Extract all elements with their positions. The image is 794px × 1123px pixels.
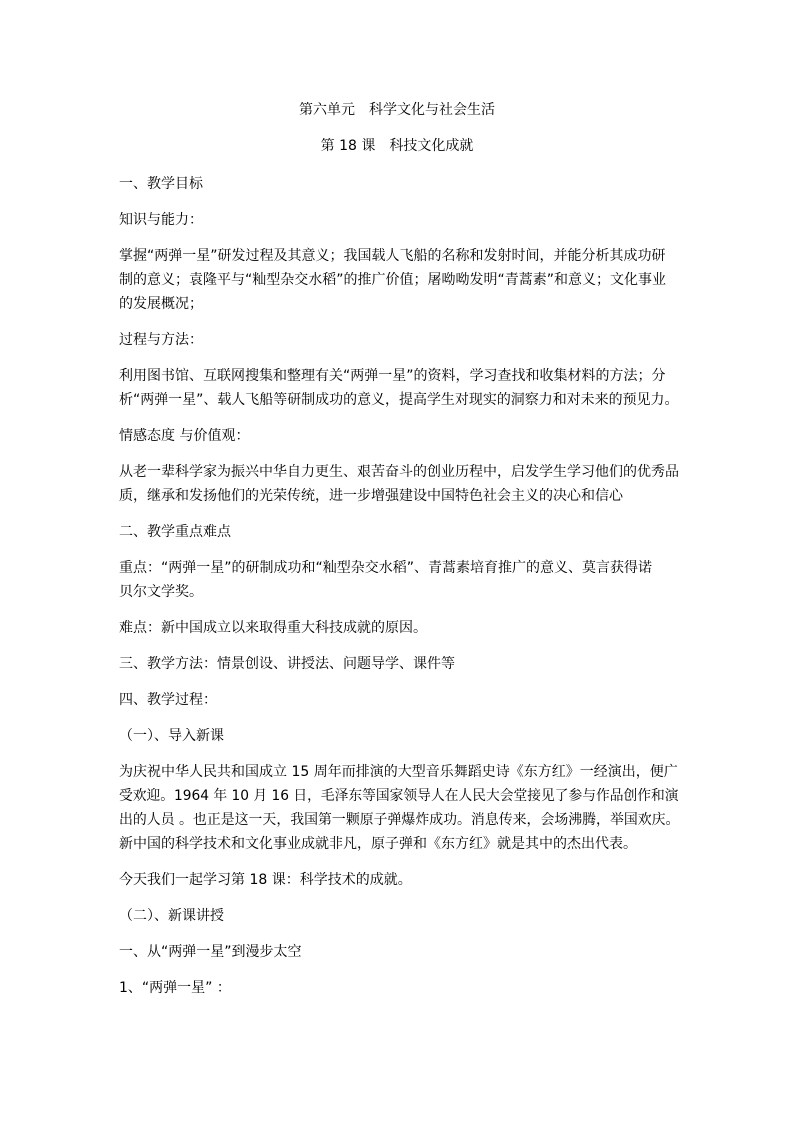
- subheading-new-lesson: （二）、新课讲授: [119, 908, 224, 924]
- paragraph-line: 制的意义；袁隆平与“籼型杂交水稻”的推广价值；屠呦呦发明“青蒿素”和意义；文化事业: [119, 272, 667, 288]
- paragraph-line: 掌握“两弹一星”研发过程及其意义；我国载人飞船的名称和发射时间，并能分析其成功研: [119, 248, 666, 264]
- paragraph-line: 新中国的科学技术和文化事业成就非凡，原子弹和《东方红》就是其中的杰出代表。: [119, 836, 637, 852]
- paragraph-line: 析“两弹一星”、载人飞船等研制成功的意义，提高学生对现实的洞察力和对未来的预见力。: [119, 392, 679, 408]
- paragraph-line: 质，继承和发扬他们的光荣传统，进一步增强建设中国特色社会主义的决心和信心: [119, 488, 623, 504]
- paragraph-line: 利用图书馆、互联网搜集和整理有关“两弹一星”的资料，学习查找和收集材料的方法；分: [119, 368, 666, 384]
- paragraph-line: 出的人员 。也正是这一天，我国第一颗原子弹爆炸成功。消息传来，会场沸腾，举国欢庆。: [119, 812, 680, 828]
- subheading-process: 过程与方法：: [119, 332, 203, 348]
- section-subheading: 1、“两弹一星” ：: [119, 980, 231, 996]
- paragraph-line: 受欢迎。1964 年 10 月 16 日，毛泽东等国家领导人在人民大会堂接见了参与作品创作和演: [119, 788, 679, 804]
- paragraph-line: 为庆祝中华人民共和国成立 15 周年而排演的大型音乐舞蹈史诗《东方红》一经演出，便广: [119, 764, 678, 780]
- paragraph-line: 难点：新中国成立以来取得重大科技成就的原因。: [119, 620, 427, 636]
- lesson-title: 第 18 课 科技文化成就: [320, 138, 474, 154]
- section-heading: 一、从“两弹一星”到漫步太空: [119, 944, 302, 960]
- unit-title: 第六单元 科学文化与社会生活: [299, 102, 495, 118]
- subheading-knowledge: 知识与能力：: [119, 212, 203, 228]
- heading-teaching-goals: 一、教学目标: [119, 176, 203, 192]
- subheading-attitude: 情感态度 与价值观：: [119, 428, 250, 444]
- paragraph-line: 从老一辈科学家为振兴中华自力更生、艰苦奋斗的创业历程中，启发学生学习他们的优秀品: [119, 464, 679, 480]
- paragraph-line: 今天我们一起学习第 18 课：科学技术的成就。: [119, 872, 412, 888]
- heading-methods: 三、教学方法：情景创设、讲授法、问题导学、课件等: [119, 656, 455, 672]
- subheading-intro: （一）、导入新课: [119, 728, 224, 744]
- paragraph-line: 贝尔文学奖。: [119, 584, 203, 600]
- heading-process: 四、教学过程：: [119, 692, 217, 708]
- paragraph-line: 重点：“两弹一星”的研制成功和“籼型杂交水稻”、青蒿素培育推广的意义、莫言获得诺: [119, 560, 653, 576]
- paragraph-line: 的发展概况；: [119, 296, 203, 312]
- heading-key-points: 二、教学重点难点: [119, 524, 231, 540]
